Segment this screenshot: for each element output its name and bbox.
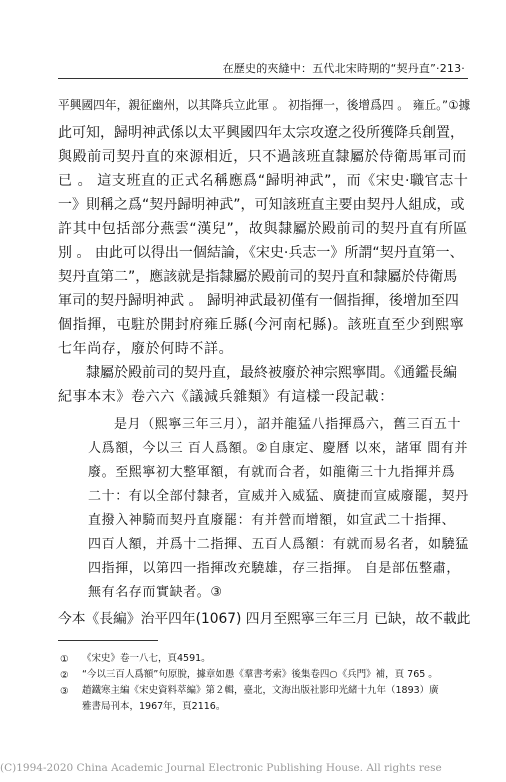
running-header: 在歷史的夾縫中：五代北宋時期的“契丹直”·213· — [222, 62, 465, 75]
body-line: 契丹直第二”，應該就是指隸屬於殿前司的契丹直和隸屬於侍衛馬 — [58, 269, 458, 285]
quote-line: 二十：有以全部付隸者，宣威并入威猛、廣捷而宣威廢罷，契丹 — [88, 489, 469, 504]
footnote-text: 趙鐵寒主編《宋史資料萃編》第２輯，臺北，文海出版社影印光緒十九年（1893）廣 — [82, 685, 439, 696]
body-line: 許其中包括部分燕雲“漢兒”，故與隸屬於殿前司的契丹直有所區 — [58, 221, 468, 237]
body-line: 隸屬於殿前司的契丹直，最終被廢於神宗熙寧間。《通鑑長編 — [86, 365, 457, 381]
body-line: 已 。 這支班直的正式名稱應爲“歸明神武”，而《宋史·職官志十 — [58, 173, 469, 189]
body-line: 紀事本末》卷六六《議減兵雜類》有這樣一段記載： — [58, 389, 394, 405]
footnote-text: 雅書局刊本，1967年，頁2116。 — [82, 701, 226, 712]
footnote-number: ③ — [60, 686, 69, 697]
body-line: 此可知，歸明神武係以太平興國四年太宗攻遼之役所獲降兵創置， — [58, 125, 464, 141]
body-line: 與殿前司契丹直的來源相近，只不過該班直隸屬於侍衛馬軍司而 — [58, 149, 467, 165]
body-line: 七年尚存，廢於何時不詳。 — [58, 341, 234, 357]
footnote-text: “今以三百人爲額”句原脫，據章如愚《羣書考索》後集卷四○《兵門》補，頁 765 。 — [82, 669, 438, 680]
quote-line: 無有名存而實缺者。③ — [88, 585, 223, 600]
footnote-text: 《宋史》卷一八七，頁4591。 — [82, 653, 211, 664]
header-rule — [58, 78, 468, 79]
quote-line: 四指揮，以第四一指揮改充驍雄，存三指揮。 自是部伍整肅， — [88, 561, 460, 576]
footnote-rule — [58, 640, 158, 641]
quote-line: 直撥入神騎而契丹直廢罷：有并營而增額，如宣武二十指揮、 — [88, 513, 456, 528]
quote-line: 人爲額，今以三 百人爲額。②自康定、慶曆 以來，諸軍 間有并 — [88, 441, 469, 456]
footnote-number: ② — [60, 670, 69, 681]
body-line: 個指揮，屯駐於開封府雍丘縣(今河南杞縣)。該班直至少到熙寧 — [58, 317, 465, 333]
body-line: 別 。 由此可以得出一個結論，《宋史·兵志一》所謂“契丹直第一、 — [58, 245, 464, 261]
copyright-watermark: (C)1994-2020 China Academic Journal Electronic Publishing House. All rights rese — [0, 762, 442, 774]
footnote-number: ① — [60, 654, 69, 665]
body-line: 軍司的契丹歸明神武 。 歸明神武最初僅有一個指揮，後增加至四 — [58, 293, 459, 309]
quote-line: 四百人額，并爲十二指揮、五百人爲額：有就而易名者，如驍猛 — [88, 537, 469, 552]
quote-line: 廢。至熙寧初大整軍額，有就而合者，如龍衛三十九指揮并爲 — [88, 465, 456, 480]
body-line: 平興國四年，親征幽州，以其降兵立此軍 。 初指揮一，後增爲四 。 雍丘。”①據 — [58, 98, 471, 112]
quote-line: 是月（熙寧三年三月），詔并龍猛八指揮爲六，舊三百五十 — [114, 417, 462, 432]
body-line: 一》則稱之爲“契丹歸明神武”，可知該班直主要由契丹人組成，或 — [58, 197, 465, 213]
closing-line: 今本《長編》治平四年(1067) 四月至熙寧三年三月 已缺，故不載此 — [58, 611, 471, 627]
